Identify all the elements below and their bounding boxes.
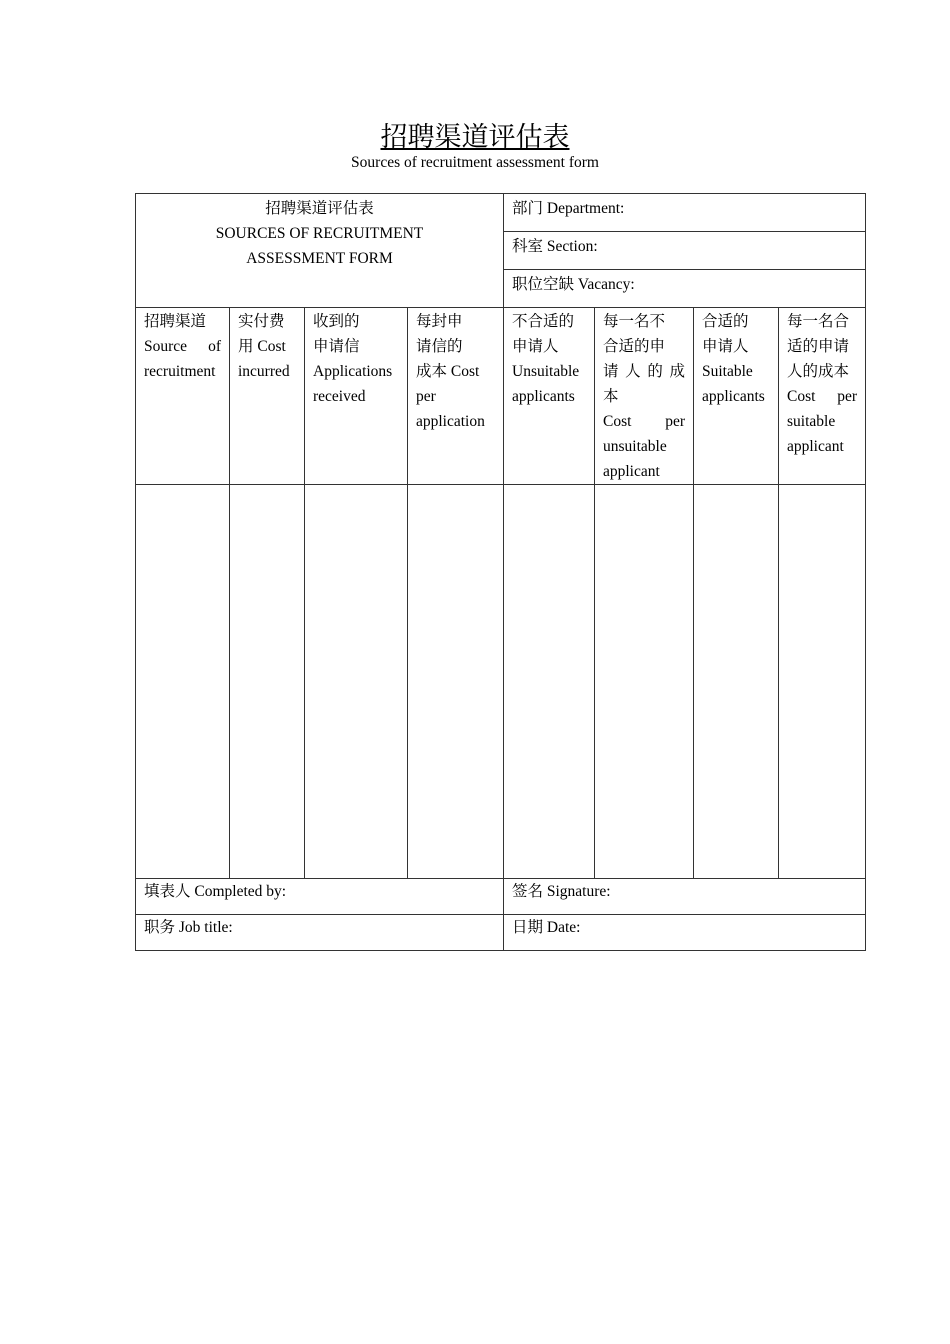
- column-header-unsuitable: [504, 308, 595, 485]
- form-header-zh: 招聘渠道评估表: [265, 200, 374, 217]
- column-header-line: per: [416, 388, 436, 405]
- suitable-entry-cell[interactable]: [694, 485, 779, 879]
- column-header-line: 每封申: [416, 313, 463, 330]
- column-header-line: applicants: [702, 388, 765, 405]
- column-header-source: [136, 308, 230, 485]
- completed-by-field[interactable]: 填表人 Completed by:: [136, 879, 504, 915]
- column-header-cost-per-unsuitable: [595, 308, 694, 485]
- column-header-line: recruitment: [144, 363, 216, 380]
- column-header-line: 请 人 的 成: [603, 363, 685, 380]
- column-header-line: 每一名不: [603, 313, 666, 330]
- unsuitable-entry-cell[interactable]: [504, 485, 595, 879]
- column-header-line: 招聘渠道: [144, 313, 207, 330]
- column-header-line: 人的成本: [787, 363, 850, 380]
- column-header-line: applicants: [512, 388, 575, 405]
- column-header-line: applicant: [603, 463, 660, 480]
- assessment-table: [135, 193, 866, 951]
- applications-entry-cell[interactable]: [305, 485, 408, 879]
- column-header-line: 申请人: [702, 338, 749, 355]
- vacancy-field[interactable]: 职位空缺 Vacancy:: [504, 270, 866, 308]
- column-header-line: Suitable: [702, 363, 753, 380]
- column-header-line: 申请信: [313, 338, 360, 355]
- column-header-line: incurred: [238, 363, 290, 380]
- column-header-line: applicant: [787, 438, 844, 455]
- job-title-field[interactable]: 职务 Job title:: [136, 915, 504, 951]
- column-header-line: 合适的: [702, 313, 749, 330]
- column-header-line: 申请人: [512, 338, 559, 355]
- cost-per-unsuitable-entry-cell[interactable]: [595, 485, 694, 879]
- column-header-line: Applications: [313, 363, 393, 380]
- column-header-line: Unsuitable: [512, 363, 580, 380]
- column-header-line: suitable: [787, 413, 836, 430]
- form-header-cell: [136, 194, 504, 308]
- form-header-en-line2: ASSESSMENT FORM: [246, 250, 393, 267]
- column-header-row: [136, 308, 866, 485]
- source-entry-cell[interactable]: [136, 485, 230, 879]
- department-field[interactable]: 部门 Department:: [504, 194, 866, 232]
- column-header-suitable: [694, 308, 779, 485]
- cost-per-application-entry-cell[interactable]: [408, 485, 504, 879]
- cost-entry-cell[interactable]: [230, 485, 305, 879]
- column-header-applications: [305, 308, 408, 485]
- column-header-line: Source of: [144, 338, 221, 355]
- column-header-line: 成本 Cost: [416, 363, 480, 380]
- column-header-line: 合适的申: [603, 338, 666, 355]
- column-header-line: 收到的: [313, 313, 360, 330]
- column-header-line: 每一名合: [787, 313, 850, 330]
- column-header-line: 请信的: [416, 338, 463, 355]
- section-field[interactable]: 科室 Section:: [504, 232, 866, 270]
- column-header-line: 本: [603, 388, 619, 405]
- column-header-line: unsuitable: [603, 438, 667, 455]
- column-header-line: Cost per: [787, 388, 858, 405]
- column-header-line: application: [416, 413, 485, 430]
- form-subtitle: Sources of recruitment assessment form: [351, 154, 599, 171]
- column-header-cost-per-suitable: [779, 308, 866, 485]
- column-header-line: 适的申请: [787, 338, 850, 355]
- column-header-line: 不合适的: [512, 313, 575, 330]
- form-title: 招聘渠道评估表: [380, 122, 570, 153]
- column-header-cost: [230, 308, 305, 485]
- form-header-en-line1: SOURCES OF RECRUITMENT: [215, 225, 424, 242]
- column-header-cost-per-application: [408, 308, 504, 485]
- cost-per-suitable-entry-cell[interactable]: [779, 485, 866, 879]
- column-header-line: 实付费: [238, 313, 285, 330]
- data-entry-row: [136, 485, 866, 879]
- signature-field[interactable]: 签名 Signature:: [504, 879, 866, 915]
- column-header-line: 用 Cost: [238, 338, 286, 355]
- column-header-line: received: [313, 388, 366, 405]
- column-header-line: Cost per: [603, 413, 685, 430]
- date-field[interactable]: 日期 Date:: [504, 915, 866, 951]
